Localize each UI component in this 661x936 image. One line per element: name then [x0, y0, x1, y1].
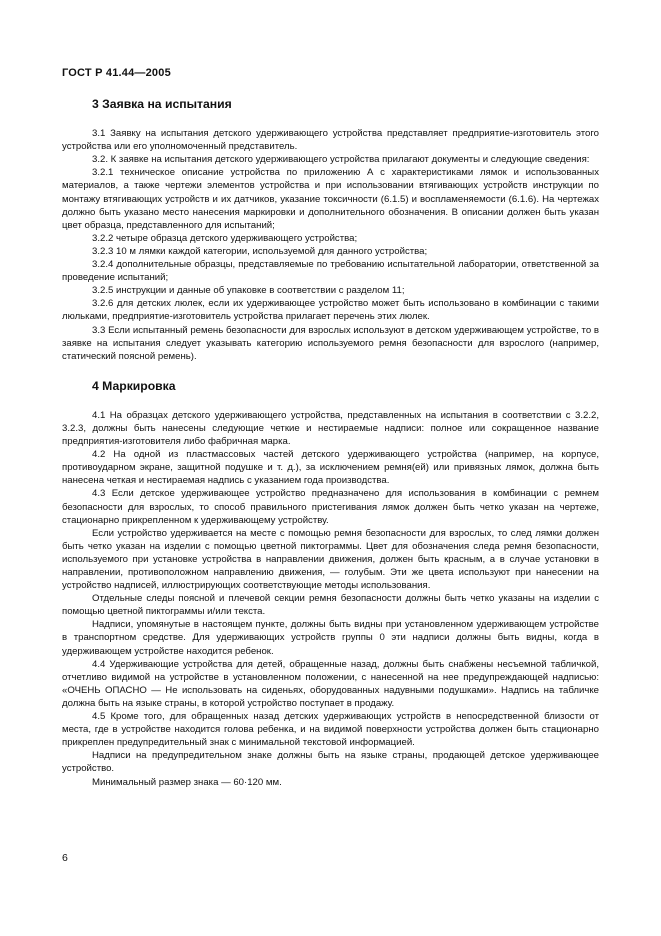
- paragraph-4-3-visibility: Надписи, упомянутые в настоящем пункте, должны быть видны при установленном удерживающем устройстве в транспортном средстве. Для удерживающих устройств группы 0 эти надписи должны быть видны, когда в удерживающем устройстве находится ребенок.: [62, 619, 599, 657]
- paragraph-3-2-5: 3.2.5 инструкции и данные об упаковке в соответствии с разделом 11;: [92, 285, 405, 297]
- section-3-heading: 3 Заявка на испытания: [92, 97, 232, 111]
- paragraph-3-1: 3.1 Заявку на испытания детского удерживающего устройства представляет предприятие-изготовитель этого устройства или его уполномоченный представитель.: [62, 128, 599, 153]
- paragraph-4-4: 4.4 Удерживающие устройства для детей, обращенные назад, должны быть снабжены несъемной табличкой, отчетливо видимой на устройстве в установленном положении, с нанесенной на нее предупреждающей надписью: «ОЧЕНЬ ОПАСНО — Не использовать на сиденьях, оборудованных надувными подушками». Надпись на табличке должна быть на языке страны, в которой устройство поступает в продажу.: [62, 658, 599, 709]
- paragraph-3-3: 3.3 Если испытанный ремень безопасности для взрослых используют в детском удерживающем устройстве, то в заявке на испытания следует указывать категорию используемого ремня безопасности для взрослого (например, статический поясной ремень).: [62, 324, 599, 362]
- paragraph-3-2-1: 3.2.1 техническое описание устройства по приложению А с характеристиками лямок и использованных материалов, а также чертежи элементов устройства и при использовании втягивающих устройств инструкции по монтажу втягивающих устройств и их датчиков, указание токсичности (6.1.5) и воспламеняемости (6.1.6). На чертежах должно быть указано место нанесения маркировки и дополнительного обозначения. В описании должен быть указан цвет образца, представленного для испытаний;: [62, 167, 599, 231]
- paragraph-4-1: 4.1 На образцах детского удерживающего устройства, представленных на испытания в соответствии с 3.2.2, 3.2.3, должны быть нанесены следующие четкие и нестираемые надписи: полное или сокращенное название предприятия-изготовителя либо фабричная марка.: [62, 409, 599, 448]
- paragraph-4-3-belt-path: Если устройство удерживается на месте с помощью ремня безопасности для взрослых, то след лямки должен быть четко указан на изделии с помощью цветной пиктограммы. Цвет для обозначения следа ремня безопасности, используемого при установке устройства в направлении движения, должен быть красным, а в случае установки в направлении, противоположном направлению движения, — голубым. Эти же цвета используют при нанесении на устройство надписей, иллюстрирующих соответствующие методы использования.: [62, 527, 599, 592]
- paragraph-3-2-6: 3.2.6 для детских люлек, если их удерживающее устройство может быть использовано в комбинации с такими люльками, предприятие-изготовитель устройства прилагает перечень этих люлек.: [62, 298, 599, 323]
- paragraph-3-2-3: 3.2.3 10 м лямки каждой категории, используемой для данного устройства;: [92, 245, 428, 257]
- paragraph-4-3: 4.3 Если детское удерживающее устройство предназначено для использования в комбинации с ремнем безопасности для взрослых, то способ правильного пристегивания лямок должен быть четко указан на чертеже, стационарно прикрепленном к удерживающему устройству.: [62, 488, 599, 526]
- paragraph-4-5-size: Минимальный размер знака — 60·120 мм.: [92, 776, 282, 788]
- paragraph-4-5-language: Надписи на предупредительном знаке должны быть на языке страны, продающей детское удерживающее устройство.: [62, 750, 599, 775]
- paragraph-3-2-2: 3.2.2 четыре образца детского удерживающего устройства;: [92, 232, 358, 244]
- section-4-heading: 4 Маркировка: [92, 378, 176, 393]
- paragraph-4-3-lap-shoulder: Отдельные следы поясной и плечевой секции ремня безопасности должны быть четко указаны на изделии с помощью цветной пиктограммы и/или текста.: [62, 593, 599, 618]
- page-body: [62, 98, 599, 789]
- paragraph-4-2: 4.2 На одной из пластмассовых частей детского удерживающего устройства (например, на корпусе, противоударном экране, защитной подушке и т. д.), за исключением ремня(ей) или привязных лямок, должна быть нанесена четкая и нестираемая надпись с указанием года производства.: [62, 449, 599, 487]
- paragraph-4-5: 4.5 Кроме того, для обращенных назад детских удерживающих устройств в непосредственной близости от места, где в устройстве находится голова ребенка, и на видимой поверхности устройства должен быть стационарно прикреплен предупредительный знак с минимальной текстовой информацией.: [62, 711, 599, 749]
- paragraph-3-2-4: 3.2.4 дополнительные образцы, представляемые по требованию испытательной лаборатории, ответственной за проведение испытаний;: [62, 259, 599, 284]
- page-number: 6: [62, 852, 68, 864]
- document-header: ГОСТ Р 41.44—2005: [62, 67, 171, 79]
- paragraph-3-2: 3.2. К заявке на испытания детского удерживающего устройства прилагают документы и следующие сведения:: [92, 154, 590, 166]
